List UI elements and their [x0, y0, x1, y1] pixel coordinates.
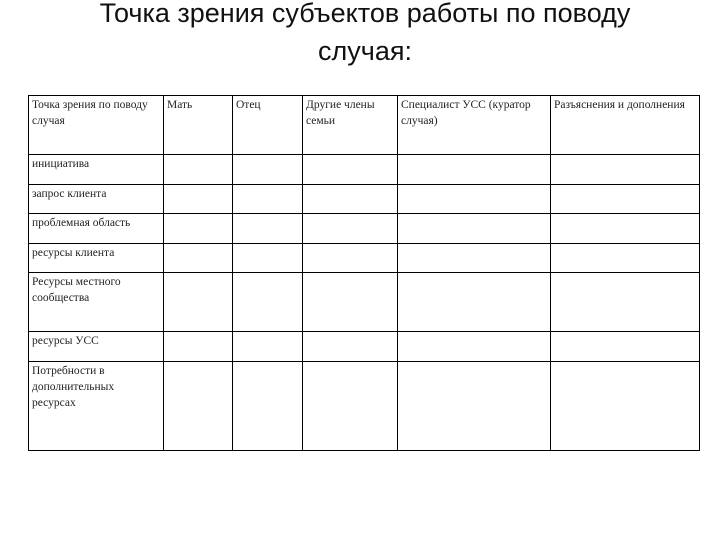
title-line-1: Точка зрения субъектов работы по поводу — [99, 0, 631, 28]
empty-cell[interactable] — [233, 155, 303, 185]
empty-cell[interactable] — [398, 332, 551, 362]
table-row — [29, 273, 700, 332]
header-cell: Отец — [233, 96, 303, 155]
empty-cell[interactable] — [233, 185, 303, 214]
empty-cell[interactable] — [164, 244, 233, 273]
empty-cell[interactable] — [551, 362, 700, 451]
table-row — [29, 244, 700, 273]
empty-cell[interactable] — [303, 214, 398, 244]
header-cell: Другие члены семьи — [303, 96, 398, 155]
table-row — [29, 214, 700, 244]
empty-cell[interactable] — [303, 332, 398, 362]
empty-cell[interactable] — [233, 362, 303, 451]
row-label: запрос клиента — [29, 185, 164, 214]
empty-cell[interactable] — [398, 155, 551, 185]
empty-cell[interactable] — [398, 214, 551, 244]
empty-cell[interactable] — [164, 155, 233, 185]
header-cell: Специалист УСС (куратор случая) — [398, 96, 551, 155]
table-header-row — [29, 96, 700, 155]
empty-cell[interactable] — [233, 244, 303, 273]
empty-cell[interactable] — [398, 185, 551, 214]
empty-cell[interactable] — [551, 244, 700, 273]
header-cell: Точка зрения по поводу случая — [29, 96, 164, 155]
table-row — [29, 155, 700, 185]
row-label: ресурсы клиента — [29, 244, 164, 273]
empty-cell[interactable] — [398, 362, 551, 451]
row-label: Потребности в дополнительных ресурсах — [29, 362, 164, 451]
empty-cell[interactable] — [233, 332, 303, 362]
empty-cell[interactable] — [303, 273, 398, 332]
empty-cell[interactable] — [164, 214, 233, 244]
empty-cell[interactable] — [398, 273, 551, 332]
empty-cell[interactable] — [551, 332, 700, 362]
header-cell: Мать — [164, 96, 233, 155]
row-label: ресурсы УСС — [29, 332, 164, 362]
empty-cell[interactable] — [233, 273, 303, 332]
empty-cell[interactable] — [164, 185, 233, 214]
table-row — [29, 362, 700, 451]
empty-cell[interactable] — [303, 362, 398, 451]
empty-cell[interactable] — [164, 273, 233, 332]
empty-cell[interactable] — [303, 185, 398, 214]
table-row — [29, 332, 700, 362]
title-line-2: случая: — [318, 36, 412, 66]
empty-cell[interactable] — [551, 185, 700, 214]
empty-cell[interactable] — [164, 362, 233, 451]
case-viewpoint-table — [28, 95, 700, 451]
slide-title — [20, 0, 710, 70]
header-cell: Разъяснения и дополнения — [551, 96, 700, 155]
empty-cell[interactable] — [551, 273, 700, 332]
empty-cell[interactable] — [551, 214, 700, 244]
empty-cell[interactable] — [551, 155, 700, 185]
empty-cell[interactable] — [164, 332, 233, 362]
empty-cell[interactable] — [233, 214, 303, 244]
row-label: Ресурсы местного сообщества — [29, 273, 164, 332]
empty-cell[interactable] — [303, 155, 398, 185]
row-label: инициатива — [29, 155, 164, 185]
table-row — [29, 185, 700, 214]
row-label: проблемная область — [29, 214, 164, 244]
empty-cell[interactable] — [398, 244, 551, 273]
empty-cell[interactable] — [303, 244, 398, 273]
